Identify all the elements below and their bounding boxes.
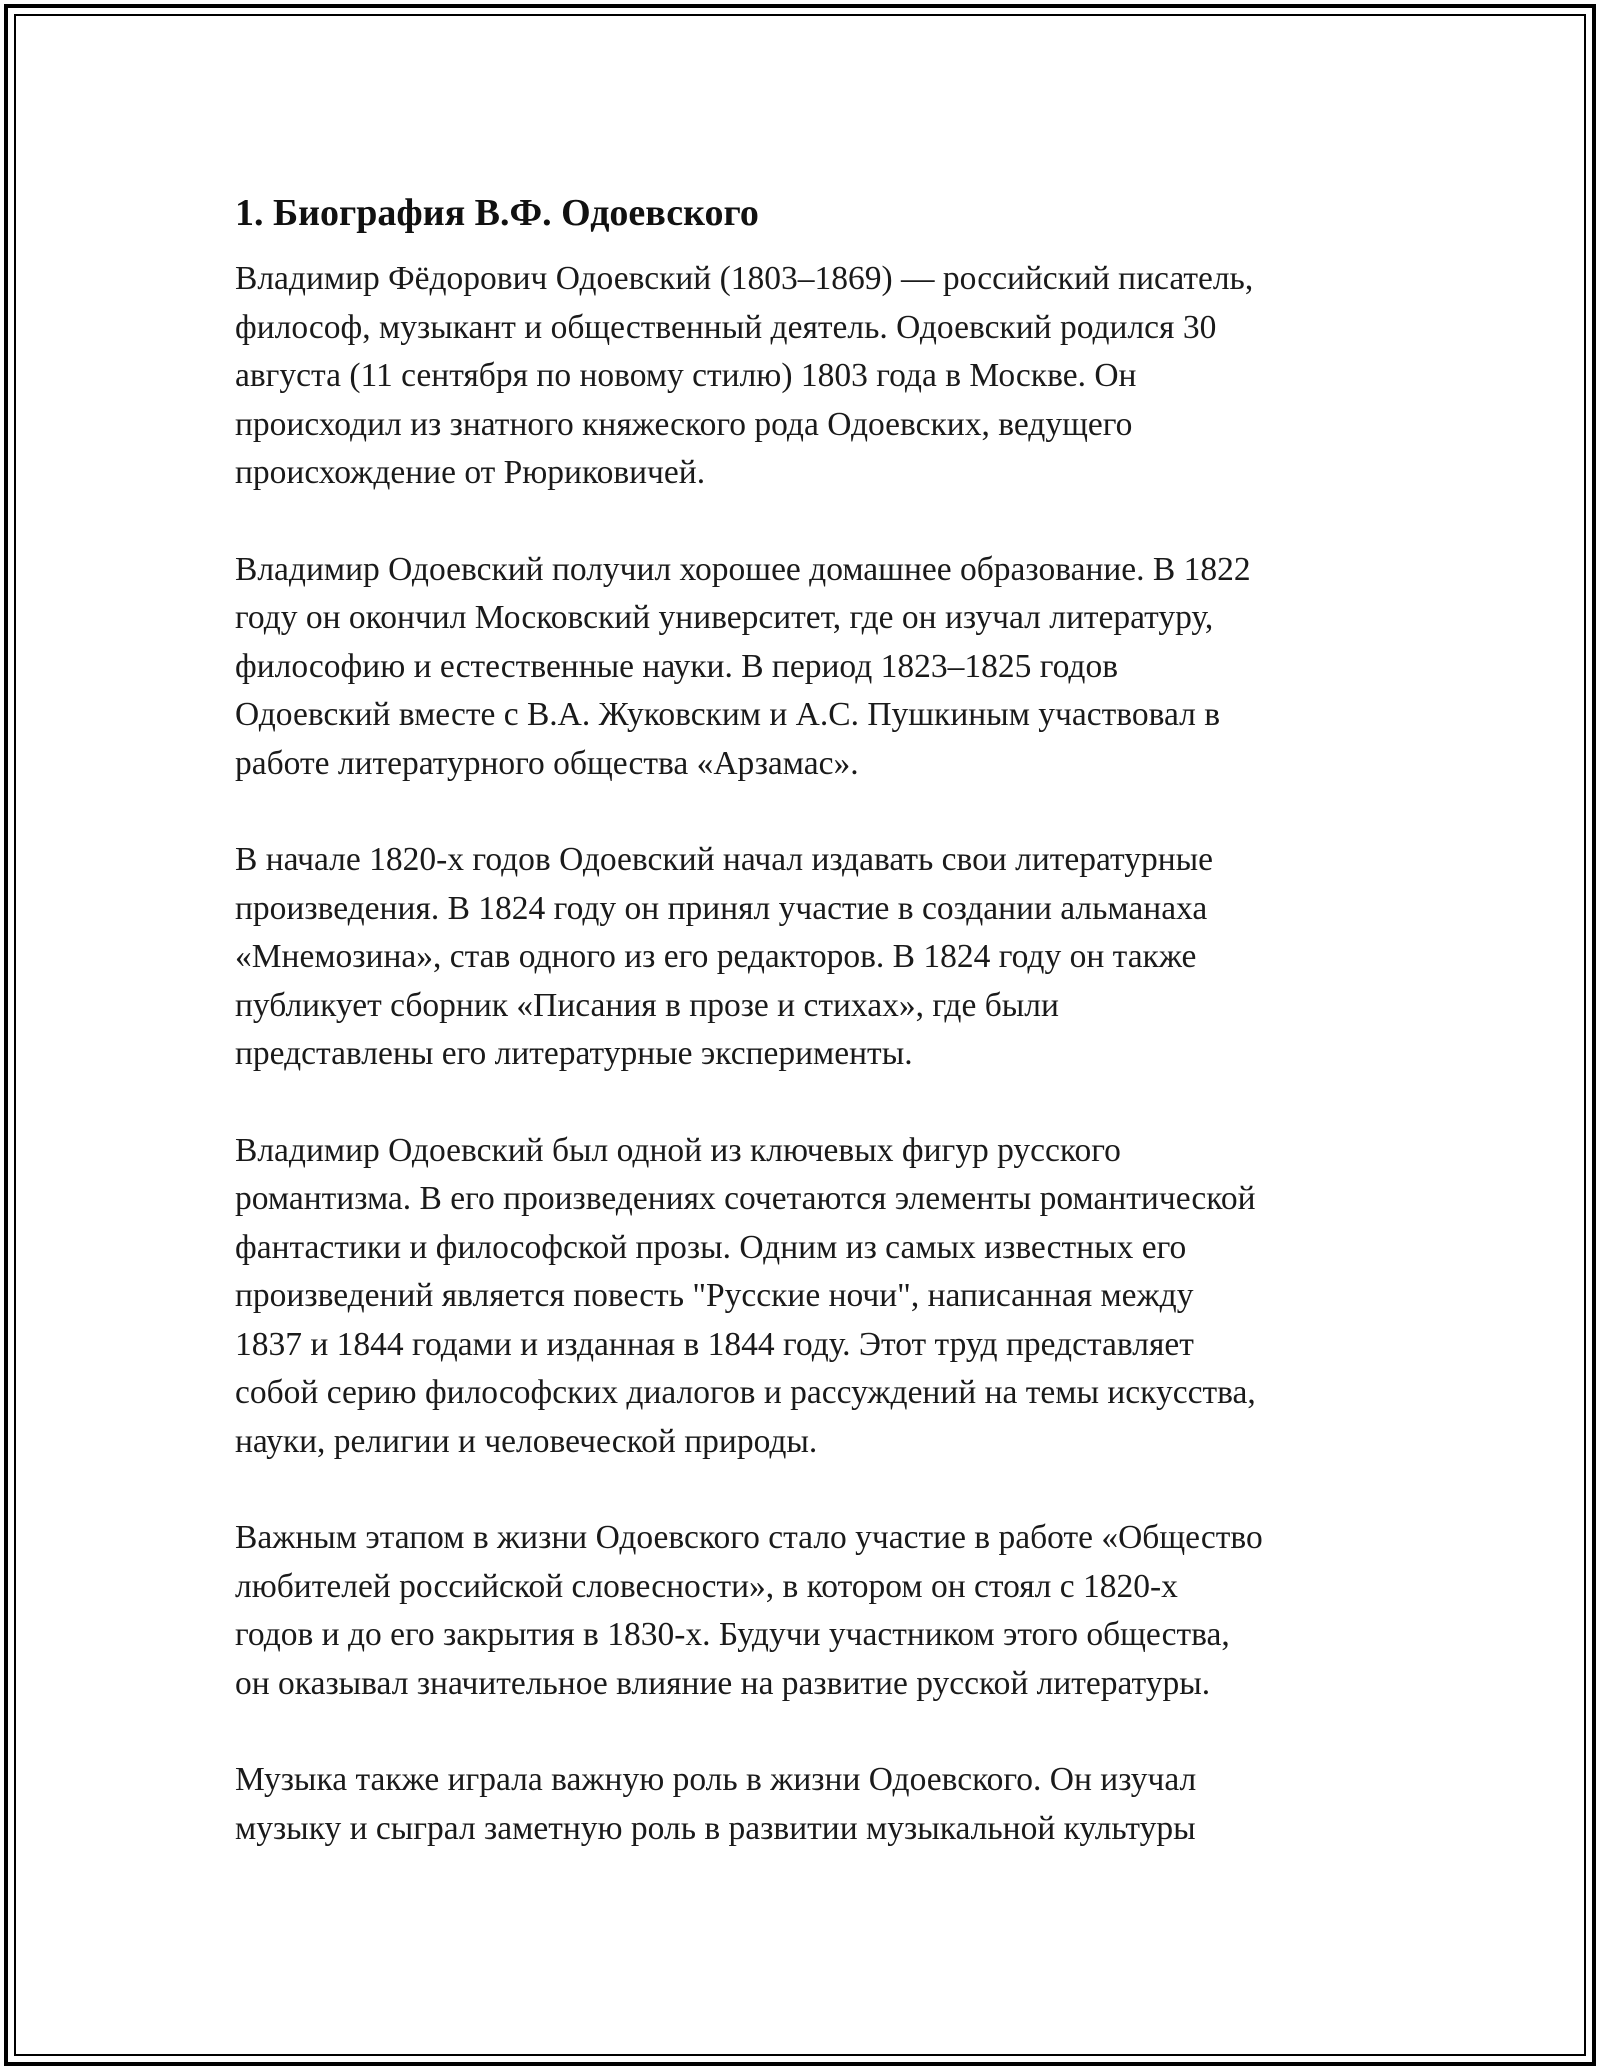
text-line: В начале 1820-х годов Одоевский начал издавать свои литературные	[235, 841, 1214, 878]
text-line: любителей российской словесности», в котором он стоял с 1820-х	[235, 1567, 1178, 1605]
text-line: Одоевский вместе с В.А. Жуковским и А.С. Пушкиным участвовал в	[235, 696, 1221, 733]
text-line: науки, религии и человеческой природы.	[235, 1422, 818, 1460]
text-line: музыку и сыграл заметную роль в развитии музыкальной культуры	[235, 1809, 1196, 1847]
text-line: «Мнемозина», став одного из его редакторов. В 1824 году он также	[235, 938, 1197, 975]
text-line: году он окончил Московский университет, где он изучал литературу,	[235, 599, 1214, 636]
paragraph-publishing	[235, 836, 1385, 1079]
text-line: Владимир Одоевский получил хорошее домашнее образование. В 1822	[235, 550, 1251, 588]
text-line: 1837 и 1844 годами и изданная в 1844 году. Этот труд представляет	[235, 1325, 1194, 1363]
text-line: работе литературного общества «Арзамас».	[235, 744, 859, 782]
text-line: Музыка также играла важную роль в жизни Одоевского. Он изучал	[235, 1761, 1197, 1798]
text-line: происхождение от Рюриковичей.	[235, 454, 706, 491]
text-line: философию и естественные науки. В период 1823–1825 годов	[235, 647, 1119, 685]
paragraph-romanticism	[235, 1127, 1385, 1467]
text-line: представлены его литературные эксперименты.	[235, 1035, 913, 1072]
text-line: годов и до его закрытия в 1830-х. Будучи участником этого общества,	[235, 1616, 1230, 1653]
paragraph-society	[235, 1514, 1385, 1708]
text-line: публикует сборник «Писания в прозе и стихах», где были	[235, 986, 1059, 1024]
text-line: Владимир Одоевский был одной из ключевых фигур русского	[235, 1131, 1121, 1169]
text-line: августа (11 сентября по новому стилю) 1803 года в Москве. Он	[235, 357, 1137, 394]
text-line: он оказывал значительное влияние на развитие русской литературы.	[235, 1664, 1211, 1702]
text-line: происходил из знатного княжеского рода Одоевских, ведущего	[235, 405, 1133, 443]
paragraph-birth	[235, 255, 1385, 498]
text-line: произведения. В 1824 году он принял участие в создании альманаха	[235, 889, 1208, 927]
paragraph-music	[235, 1756, 1385, 1853]
text-line: философ, музыкант и общественный деятель. Одоевский родился 30	[235, 308, 1217, 346]
text-line: Важным этапом в жизни Одоевского стало участие в работе «Общество	[235, 1519, 1263, 1556]
text-line: произведений является повесть "Русские ночи", написанная между	[235, 1277, 1194, 1314]
paragraph-education	[235, 546, 1385, 789]
text-line: фантастики и философской прозы. Одним из самых известных его	[235, 1228, 1187, 1266]
section-heading: 1. Биография В.Ф. Одоевского	[235, 192, 759, 234]
text-line: собой серию философских диалогов и рассуждений на темы искусства,	[235, 1374, 1256, 1411]
document-body	[235, 185, 1385, 1901]
text-line: романтизма. В его произведениях сочетаются элементы романтической	[235, 1180, 1256, 1217]
text-line: Владимир Фёдорович Одоевский (1803–1869) — российский писатель,	[235, 260, 1254, 297]
